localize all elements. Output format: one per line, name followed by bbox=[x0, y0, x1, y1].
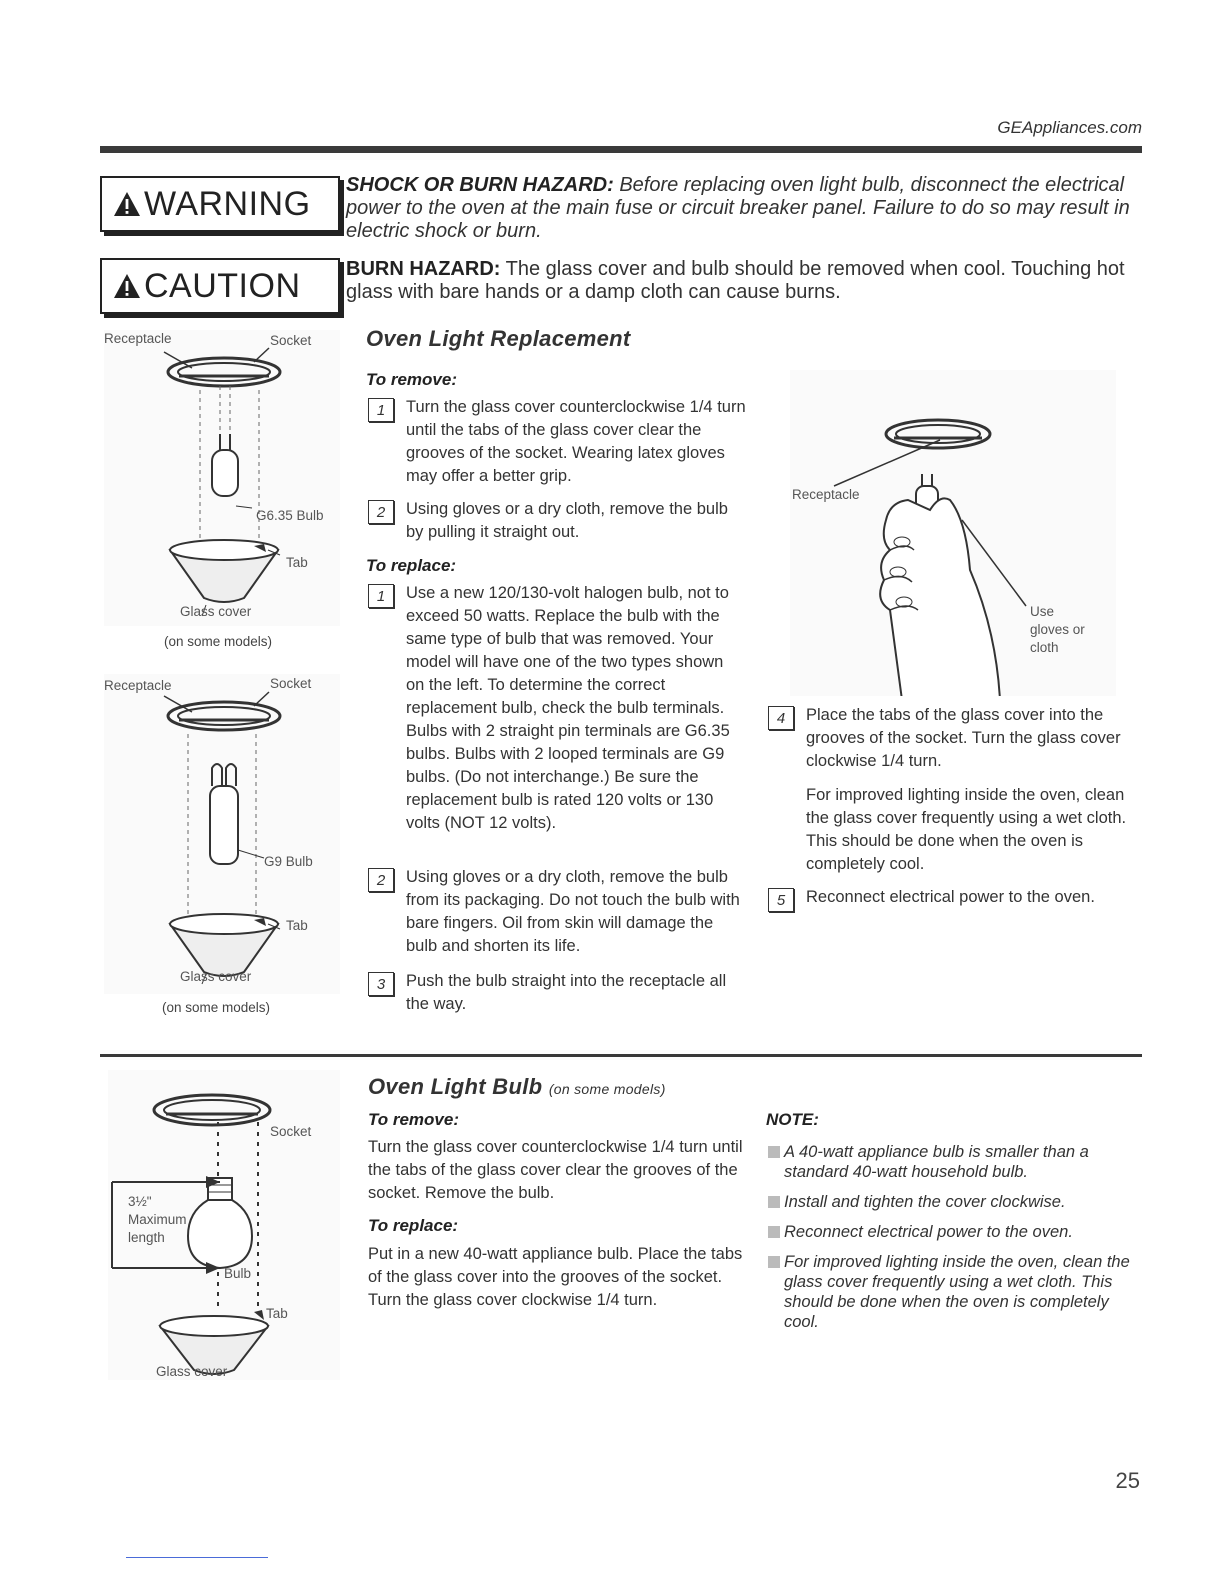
site-url: GEAppliances.com bbox=[997, 118, 1142, 137]
replace-step-5-number: 5 bbox=[768, 888, 794, 912]
replace-step-5 bbox=[776, 886, 1136, 909]
g9-bulb-diagram bbox=[104, 674, 340, 994]
fig2-bulb-label: G9 Bulb bbox=[264, 854, 313, 869]
remove-step-2 bbox=[376, 498, 746, 544]
figure-g9-bulb bbox=[104, 674, 340, 994]
remove-step-1 bbox=[376, 396, 746, 488]
replace-step-4-text: Place the tabs of the glass cover into the grooves of the socket. Turn the glass cover clockwise 1/4 turn. bbox=[806, 706, 1121, 770]
fig1-bulb-label: G6.35 Bulb bbox=[256, 508, 324, 523]
bulb-replace-heading: To replace: bbox=[368, 1216, 459, 1235]
remove-step-2-number: 2 bbox=[368, 500, 394, 524]
note-list bbox=[768, 1142, 1130, 1332]
section-divider bbox=[100, 1054, 1142, 1057]
header-rule bbox=[100, 146, 1142, 153]
caution-triangle-icon bbox=[112, 272, 142, 300]
remove-step-2-text: Using gloves or a dry cloth, remove the bulb by pulling it straight out. bbox=[406, 500, 728, 541]
hand-gloves-label-1: Use bbox=[1030, 604, 1055, 619]
replace-step-2-number: 2 bbox=[368, 868, 394, 892]
remove-step-1-text: Turn the glass cover counterclockwise 1/4 turn until the tabs of the glass cover clear the grooves of the socket. Wearing latex gloves may offer a better grip. bbox=[406, 398, 746, 485]
hand-gloves-label-3: cloth bbox=[1030, 640, 1059, 655]
replace-step-5-text: Reconnect electrical power to the oven. bbox=[806, 888, 1095, 906]
figure-hand-replacing-bulb bbox=[790, 370, 1116, 696]
page-number: 25 bbox=[1115, 1468, 1140, 1493]
replace-step-4 bbox=[776, 704, 1136, 773]
bulb-section-title-text: Oven Light Bulb bbox=[368, 1074, 543, 1099]
warning-hazard: SHOCK OR BURN HAZARD: bbox=[346, 174, 614, 196]
fig2-socket-label: Socket bbox=[270, 676, 312, 691]
bulb-remove-heading: To remove: bbox=[368, 1110, 460, 1129]
fig3-tab-label: Tab bbox=[266, 1306, 288, 1321]
note-item: Install and tighten the cover clockwise. bbox=[768, 1192, 1130, 1212]
fig3-length-label-2: Maximum bbox=[128, 1212, 187, 1227]
bulb-section-title-note: (on some models) bbox=[548, 1081, 666, 1097]
fig2-caption: (on some models) bbox=[162, 1000, 271, 1015]
remove-step-1-number: 1 bbox=[368, 398, 394, 422]
warning-triangle-icon bbox=[112, 190, 142, 218]
bulb-replace-text: Put in a new 40-watt appliance bulb. Place the tabs of the glass cover into the grooves of the socket. Turn the glass cover clockwise 1/4 turn. bbox=[368, 1245, 743, 1309]
fig3-bulb-label: Bulb bbox=[224, 1266, 252, 1281]
caution-label-box bbox=[100, 258, 340, 314]
note-item: For improved lighting inside the oven, clean the glass cover frequently using a wet cloth. This should be done when the oven is completely cool. bbox=[768, 1252, 1130, 1332]
g635-bulb-diagram bbox=[104, 330, 340, 626]
fig3-socket-label: Socket bbox=[270, 1124, 312, 1139]
fig1-glass-cover-label: Glass cover bbox=[180, 604, 252, 619]
note-heading: NOTE: bbox=[766, 1110, 819, 1129]
replace-step-3-text: Push the bulb straight into the receptacle all the way. bbox=[406, 972, 727, 1013]
replace-step-2-text: Using gloves or a dry cloth, remove the bulb from its packaging. Do not touch the bulb with bare fingers. Oil from skin will damage the bulb and shorten its life. bbox=[406, 868, 740, 955]
warning-label-box bbox=[100, 176, 340, 232]
bulb-section-title bbox=[368, 1074, 666, 1100]
replace-step-3 bbox=[376, 970, 746, 1016]
hand-gloves-label-2: gloves or bbox=[1030, 622, 1085, 637]
warning-message bbox=[346, 174, 1146, 243]
caution-hazard: BURN HAZARD: bbox=[346, 258, 501, 280]
figure-appliance-bulb bbox=[108, 1070, 340, 1380]
replace-step-1-text: Use a new 120/130-volt halogen bulb, not to exceed 50 watts. Replace the bulb with the same type of bulb that was removed. Your model will have one of the two types shown on the left. To determine the correct replacement bulb, check the bulb terminals. Bulbs with 2 straight pin terminals are G6.35 bulbs. Bulbs with 2 looped terminals are G9 bulbs. (Do not interchange.) Be sure the replacement bulb is rated 120 volts or 130 volts (NOT 12 volts). bbox=[406, 584, 730, 832]
fig2-tab-label: Tab bbox=[286, 918, 308, 933]
replacement-title: Oven Light Replacement bbox=[366, 326, 631, 351]
fig3-glass-cover-label: Glass cover bbox=[156, 1364, 228, 1379]
note-item: A 40-watt appliance bulb is smaller than a standard 40-watt household bulb. bbox=[768, 1142, 1130, 1182]
replace-step-4-number: 4 bbox=[768, 706, 794, 730]
replacement-replace-heading: To replace: bbox=[366, 556, 457, 575]
caution-label: CAUTION bbox=[144, 266, 301, 305]
fig1-socket-label: Socket bbox=[270, 333, 312, 348]
fig1-receptacle-label: Receptacle bbox=[104, 331, 172, 346]
replace-step-1-number: 1 bbox=[368, 584, 394, 608]
fig3-length-label-3: length bbox=[128, 1230, 165, 1245]
hand-bulb-diagram bbox=[790, 370, 1116, 696]
fig2-glass-cover-label: Glass cover bbox=[180, 969, 252, 984]
fig1-caption: (on some models) bbox=[164, 634, 273, 649]
improved-lighting-text: For improved lighting inside the oven, clean the glass cover frequently using a wet cloth. This should be done when the oven is completely cool. bbox=[806, 786, 1127, 873]
figure-g635-bulb bbox=[104, 330, 340, 626]
fig3-length-label-1: 3½" bbox=[128, 1194, 152, 1209]
footer-link-underline[interactable] bbox=[126, 1557, 268, 1558]
replacement-remove-heading: To remove: bbox=[366, 370, 458, 389]
bulb-remove-text: Turn the glass cover counterclockwise 1/4 turn until the tabs of the glass cover clear the grooves of the socket. Remove the bulb. bbox=[368, 1138, 743, 1202]
warning-label: WARNING bbox=[144, 184, 311, 223]
hand-receptacle-label: Receptacle bbox=[792, 487, 860, 502]
replace-step-3-number: 3 bbox=[368, 972, 394, 996]
note-item: Reconnect electrical power to the oven. bbox=[768, 1222, 1130, 1242]
fig1-tab-label: Tab bbox=[286, 555, 308, 570]
caution-message bbox=[346, 258, 1146, 304]
caution-text: The glass cover and bulb should be removed when cool. Touching hot glass with bare hands or a damp cloth can cause burns. bbox=[346, 258, 1125, 303]
warning-text: Before replacing oven light bulb, disconnect the electrical power to the oven at the main fuse or circuit breaker panel. Failure to do so may result in electric shock or burn. bbox=[346, 174, 1130, 242]
replace-step-1 bbox=[376, 582, 746, 835]
fig2-receptacle-label: Receptacle bbox=[104, 678, 172, 693]
replace-step-2 bbox=[376, 866, 746, 958]
